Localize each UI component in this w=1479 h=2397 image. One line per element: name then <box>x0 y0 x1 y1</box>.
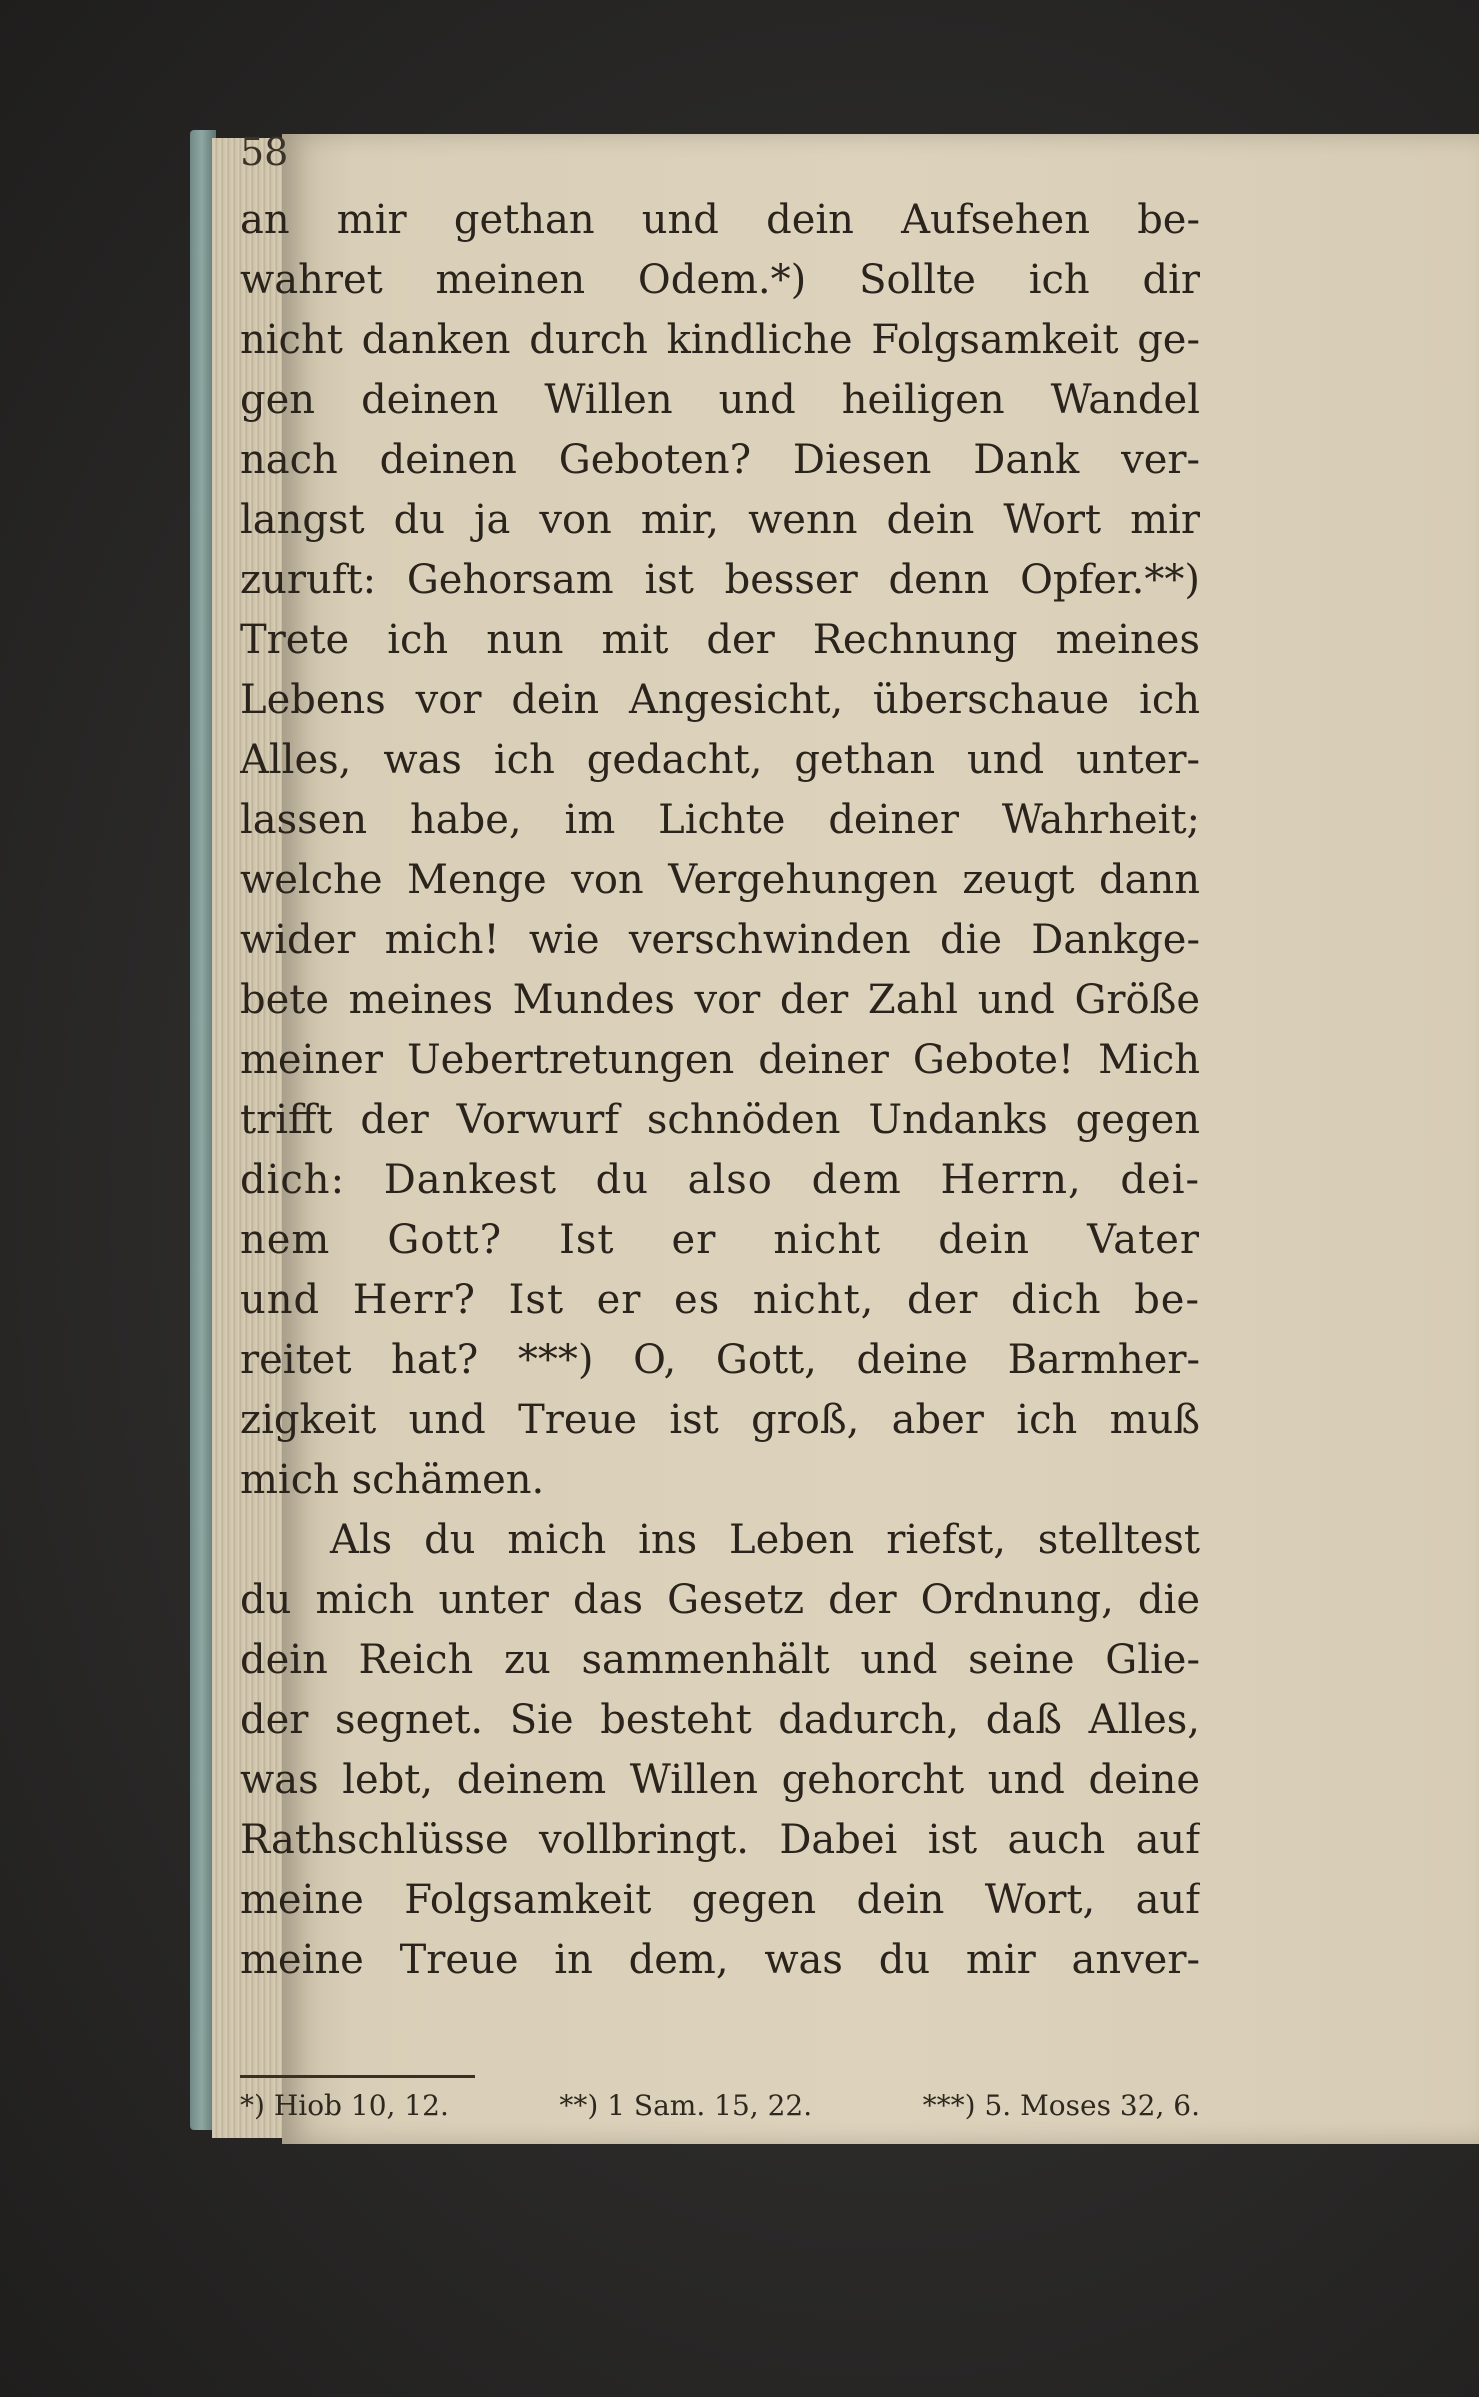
text-line: an mir gethan und dein Aufsehen be- <box>240 197 1200 243</box>
text-line: nach deinen Geboten? Diesen Dank ver- <box>240 437 1200 483</box>
text-line: wahret meinen Odem.*) Sollte ich dir <box>240 257 1200 303</box>
text-line: mich schämen. <box>240 1457 545 1503</box>
text-line: dein Reich zu sammenhält und seine Glie- <box>240 1637 1200 1683</box>
text-line: Alles, was ich gedacht, gethan und unter- <box>240 737 1200 783</box>
footnotes <box>240 2086 1200 2126</box>
footnote: **) 1 Sam. 15, 22. <box>559 2089 813 2122</box>
text-line: bete meines Mundes vor der Zahl und Größe <box>240 977 1200 1023</box>
footnote: *) Hiob 10, 12. <box>240 2089 449 2122</box>
text-line: Lebens vor dein Angesicht, überschaue ich <box>240 677 1200 723</box>
text-line: der segnet. Sie besteht dadurch, daß Alles, <box>240 1697 1200 1743</box>
body-text <box>240 190 1200 1990</box>
text-line: reitet hat? ***) O, Gott, deine Barmher- <box>240 1337 1200 1383</box>
text-line: trifft der Vorwurf schnöden Undanks gegen <box>240 1097 1200 1143</box>
text-line: meine Folgsamkeit gegen dein Wort, auf <box>240 1877 1200 1923</box>
text-line: zigkeit und Treue ist groß, aber ich muß <box>240 1397 1200 1443</box>
text-line: meiner Uebertretungen deiner Gebote! Mich <box>240 1037 1200 1083</box>
footnote: ***) 5. Moses 32, 6. <box>922 2089 1200 2122</box>
text-line: Als du mich ins Leben riefst, stelltest <box>330 1517 1200 1563</box>
text-line: dich: Dankest du also dem Herrn, dei- <box>240 1157 1200 1203</box>
text-line: nem Gott? Ist er nicht dein Vater <box>240 1217 1200 1263</box>
page-number: 58 <box>240 130 289 174</box>
text-line: welche Menge von Vergehungen zeugt dann <box>240 857 1200 903</box>
text-line: nicht danken durch kindliche Folgsamkeit ge- <box>240 317 1200 363</box>
text-line: lassen habe, im Lichte deiner Wahrheit; <box>240 797 1200 843</box>
text-line: wider mich! wie verschwinden die Dankge- <box>240 917 1200 963</box>
text-line: langst du ja von mir, wenn dein Wort mir <box>240 497 1200 543</box>
text-line: meine Treue in dem, was du mir anver- <box>240 1937 1200 1983</box>
text-line: und Herr? Ist er es nicht, der dich be- <box>240 1277 1200 1323</box>
text-line: zuruft: Gehorsam ist besser denn Opfer.**) <box>240 557 1200 603</box>
text-line: Trete ich nun mit der Rechnung meines <box>240 617 1200 663</box>
text-line: gen deinen Willen und heiligen Wandel <box>240 377 1200 423</box>
text-line: was lebt, deinem Willen gehorcht und deine <box>240 1757 1200 1803</box>
footnote-divider <box>240 2075 475 2078</box>
text-line: du mich unter das Gesetz der Ordnung, die <box>240 1577 1200 1623</box>
text-line: Rathschlüsse vollbringt. Dabei ist auch auf <box>240 1817 1200 1863</box>
